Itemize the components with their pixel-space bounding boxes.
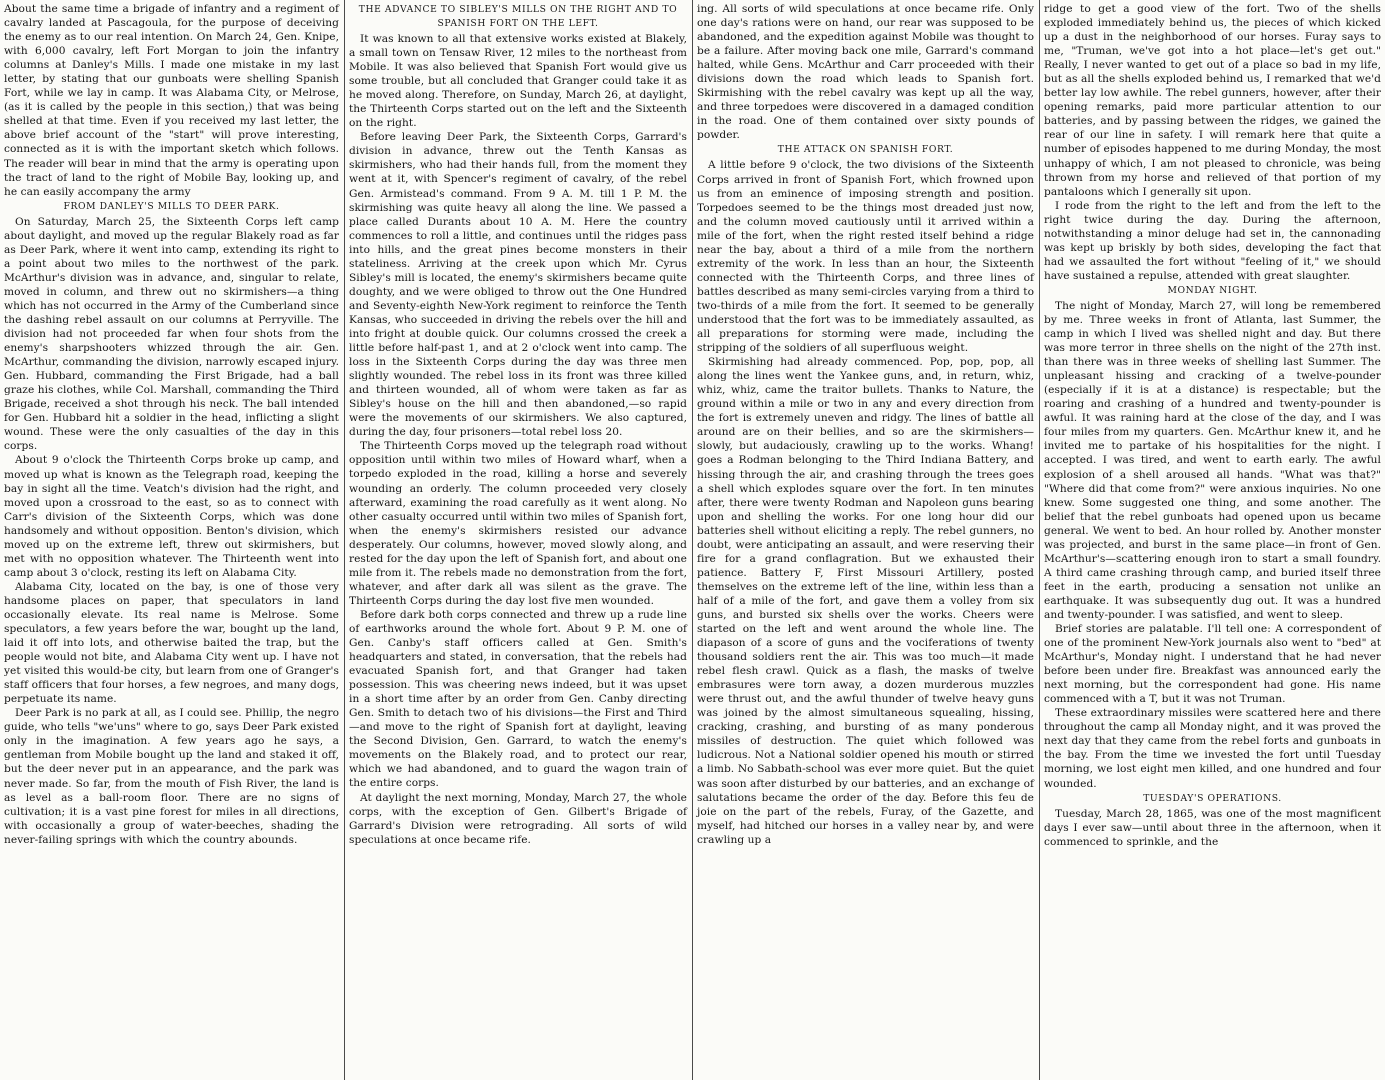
article-paragraph: ridge to get a good view of the fort. Two of the shells exploded immediately behind us, the pieces of which kicked up a dust in the neighborhood of our horses. Furay says to me, "Truman, we've got into a hot place—let's get out." Really, I never wanted to get out of a place so bad in my life, but as all the shells exploded behind us, I remarked that we'd better lay low awhile. The rebel gunners, however, after their opening remarks, paid more particular attention to our batteries, and by passing between the ridges, we gained the rear of our line in safety. I will remark here that quite a number of episodes happened to me during Monday, the most unhappy of which, I am not pleased to chronicle, was being thrown from my horse and relieved of that portion of my pantaloons which I generally sit upon. <box>1044 3 1381 198</box>
article-paragraph: Tuesday, March 28, 1865, was one of the most magnificent days I ever saw—until about three in the afternoon, when it commenced to sprinkle, and the <box>1044 807 1381 848</box>
article-paragraph: It was known to all that extensive works existed at Blakely, a small town on Tensaw River, 12 miles to the northeast from Mobile. It was also believed that Spanish Fort would give us some trouble, but all concluded that Granger could take it as he moved along. Therefore, on Sunday, March 26, at daylight, the Thirteenth Corps started out on the left and the Sixteenth on the right. <box>349 33 687 130</box>
article-column-3 <box>693 2 1038 1078</box>
article-paragraph: Before dark both corps connected and threw up a rude line of earthworks around the whole fort. About 9 P. M. one of Gen. Canby's staff officers called at Gen. Smith's headquarters and stated, in conversation, that the rebels had evacuated Spanish fort, and that Granger had taken possession. This was cheering news indeed, but it was upset in a short time after by an order from Gen. Canby directing Gen. Smith to detach two of his divisions—the First and Third—and move to the right of Spanish fort at daylight, leaving the Second Division, Gen. Garrard, to watch the enemy's movements on the Blakely road, and to protect our rear, which we had abandoned, and to guard the wagon train of the entire corps. <box>349 608 687 790</box>
article-paragraph: I rode from the right to the left and from the left to the right twice during the day. During the afternoon, notwithstanding a minor deluge had set in, the cannonading was kept up briskly by both sides, developing the fact that had we assaulted the fort without "feeling of it," we should have sustained a repulse, attended with great slaughter. <box>1044 199 1381 282</box>
column-2-text <box>349 3 687 847</box>
article-paragraph: Deer Park is no park at all, as I could see. Phillip, the negro guide, who tells "we'uns" where to go, says Deer Park existed only in the imagination. A few years ago he says, a gentleman from Mobile bought up the land and staked it off, but the deer never put in an appearance, and the park was never made. So far, from the mouth of Fish River, the land is as level as a ball-room floor. There are no signs of cultivation; it is a vast pine forest for miles in all directions, with occasionally a group of water-beeches, shading the never-failing springs with which the country abounds. <box>4 707 340 846</box>
column-4-text <box>1044 2 1381 849</box>
article-column-2 <box>345 2 691 1078</box>
article-column-4 <box>1040 2 1385 1078</box>
article-paragraph: About the same time a brigade of infantry and a regiment of cavalry landed at Pascagoula, for the purpose of deceiving the enemy as to our real intention. On March 24, Gen. Knipe, with 6,000 cavalry, left Fort Morgan to join the infantry columns at Danley's Mills. I made one mistake in my last letter, by stating that our gunboats were shelling Spanish Fort, while we lay in camp. It was Alabama City, or Melrose, (as it is called by the people in this section,) that was being shelled at that time. Even if you received my last letter, the above brief account of the "start" will prove interesting, connected as it is with the important sketch which follows. The reader will bear in mind that the army is operating upon the tract of land to the right of Mobile Bay, looking up, and he can easily accompany the army <box>4 3 339 198</box>
article-paragraph: Alabama City, located on the bay, is one of those very handsome places on paper, that speculators in land occasionally elevate. Its real name is Melrose. Some speculators, a few years before the war, bought up the land, laid it off into lots, and otherwise baited the trap, but the people would not bite, and Alabama City went up. I have not yet visited this would-be city, but learn from one of Granger's staff officers that four horses, a few negroes, and many dogs, perpetuate its name. <box>4 580 339 706</box>
section-heading: MONDAY NIGHT. <box>1167 284 1258 296</box>
column-1-text <box>4 2 339 847</box>
article-paragraph: A little before 9 o'clock, the two divisions of the Sixteenth Corps arrived in front of Spanish Fort, which frowned upon us from an eminence of imposing strength and position. Torpedoes seemed to be the things most dreaded just now, and the column moved cautiously until it arrived within a mile of the fort, when the right rested itself behind a ridge near the bay, about a third of a mile from the northern extremity of the work. In less than an hour, the Sixteenth connected with the Thirteenth Corps, and three lines of battles described as many semi-circles varying from a third to two-thirds of a mile from the fort. It seemed to be generally understood that the fort was to be immediately assaulted, as all preparations for storming were made, including the stripping of the soldiers of all superfluous weight. <box>697 159 1034 355</box>
article-paragraph: At daylight the next morning, Monday, March 27, the whole corps, with the exception of Gen. Gilbert's Brigade of Garrard's Division were retrograding. All sorts of wild speculations at once became rife. <box>349 791 687 846</box>
column-3-text <box>697 2 1034 847</box>
section-heading: TUESDAY'S OPERATIONS. <box>1143 792 1282 804</box>
article-paragraph: ing. All sorts of wild speculations at once became rife. Only one day's rations were on hand, our rear was supposed to be abandoned, and the expedition against Mobile was thought to be a failure. After moving back one mile, Garrard's command halted, while Gens. McArthur and Carr proceeded with their divisions down the road which leads to Spanish fort. Skirmishing with the rebel cavalry was kept up all the way, and three torpedoes were discovered in a damaged condition in the road. One of them contained over sixty pounds of powder. <box>697 3 1034 142</box>
article-column-1 <box>0 2 343 1078</box>
section-heading: FROM DANLEY'S MILLS TO DEER PARK. <box>63 200 280 212</box>
article-paragraph: Before leaving Deer Park, the Sixteenth Corps, Garrard's division in advance, threw out the Tenth Kansas as skirmishers, who had their hands full, from the moment they went at it, with Spencer's regiment of cavalry, of the rebel Gen. Armistead's command. From 9 A. M. till 1 P. M. the skirmishing was quite heavy all along the line. We passed a place called Durants about 10 A. M. Here the country commences to roll a little, and continues until the ridges pass into hills, and the great pines become monsters in their stateliness. Arriving at the creek upon which Mr. Cyrus Sibley's mill is located, the enemy's skirmishers became quite doughty, and we were obliged to throw out the One Hundred and Seventy-eighth New-York regiment to reinforce the Tenth Kansas, who succeeded in driving the rebels over the hill and into fright at double quick. Our columns crossed the creek a little before half-past 1, and at 2 o'clock went into camp. The loss in the Sixteenth Corps during the day was three men slightly wounded. The rebel loss in its front was three killed and thirteen wounded, all of whom were taken as far as Sibley's house on the hill and then abandoned,—so rapid were the movements of our skirmishers. We also captured, during the day, four prisoners—total rebel loss 20. <box>349 131 687 439</box>
article-paragraph: The night of Monday, March 27, will long be remembered by me. Three weeks in front of Atlanta, last Summer, the camp in which I lived was shelled night and day. But there was more terror in three shells on the night of the 27th inst. than there was in three weeks of shelling last Summer. The unpleasant hissing and cracking of a twelve-pounder (especially if it is at a distance) is respectable; but the roaring and crashing of a hundred and twenty-pounder is awful. It was raining hard at the close of the day, and I was four miles from my quarters. Gen. McArthur knew it, and he invited me to partake of his hospitalities for the night. I accepted. I was tired, and went to earth early. The awful explosion of a shell aroused all hands. "What was that?" "Where did that come from?" were anxious inquiries. No one knew. Some suggested one thing, and some another. The belief that the rebel gunboats had opened upon us became general. We went to bed. An hour rolled by. Another monster was projected, and burst in the same place—in front of Gen. McArthur's—scattering enough iron to start a small foundry. A third came crashing through camp, and buried itself three feet in the earth, producing a sensation not unlike an earthquake. It was subsequently dug out. It was a hundred and twenty-pounder. I was satisfied, and went to sleep. <box>1044 299 1381 621</box>
article-paragraph: Brief stories are palatable. I'll tell one: A correspondent of one of the prominent New-York journals also went to "bed" at McArthur's, Monday night. I understand that he had never before been under fire. Breakfast was announced early the next morning, but the correspondent had gone. His name commenced with a T, but it was not Truman. <box>1044 623 1381 706</box>
section-heading: THE ATTACK ON SPANISH FORT. <box>777 144 954 156</box>
article-paragraph: About 9 o'clock the Thirteenth Corps broke up camp, and moved up what is known as the Telegraph road, keeping the bay in sight all the time. Veatch's division had the right, and moved upon a crossroad to the east, so as to connect with Carr's division of the Sixteenth Corps, which was done handsomely and without opposition. Benton's division, which moved up on the extreme left, threw out skirmishers, but met with no opposition whatever. The Thirteenth went into camp about 3 o'clock, resting its left on Alabama City. <box>4 454 339 579</box>
article-paragraph: These extraordinary missiles were scattered here and there throughout the camp all Monday night, and it was proved the next day that they came from the rebel forts and gunboats in the bay. From the time we invested the fort until Tuesday morning, we lost eight men killed, and one hundred and four wounded. <box>1044 707 1381 790</box>
article-paragraph: The Thirteenth Corps moved up the telegraph road without opposition until within two miles of Howard wharf, when a torpedo exploded in the road, killing a horse and severely wounding an orderly. The column proceeded very closely afterward, examining the road carefully as it went along. No other casualty occurred until within two miles of Spanish fort, when the enemy's skirmishers resisted our advance desperately. Our columns, however, moved slowly along, and rested for the day upon the left of Spanish fort, and about one mile from it. The rebels made no demonstration from the fort, whatever, and after dark all was silent as the grave. The Thirteenth Corps during the day lost five men wounded. <box>349 440 687 607</box>
article-paragraph: On Saturday, March 25, the Sixteenth Corps left camp about daylight, and moved up the regular Blakely road as far as Deer Park, where it went into camp, extending its right to a point about two miles to the northwest of the park. McArthur's division was in advance, and, singular to relate, moved in column, and threw out no skirmishers—a thing which has not occurred in the Army of the Cumberland since the dashing rebel assault on our columns at Perryville. The division had not proceeded far when four shots from the enemy's sharpshooters whizzed through the air. Gen. McArthur, commanding the division, narrowly escaped injury. Gen. Hubbard, commanding the First Brigade, had a ball graze his clothes, while Col. Marshall, commanding the Third Brigade, received a shot through his neck. The ball intended for Gen. Hubbard hit a soldier in the head, inflicting a slight wound. These were the only casualties of the day in this corps. <box>4 215 339 453</box>
section-heading: THE ADVANCE TO SIBLEY'S MILLS ON THE RIGHT AND TO SPANISH FORT ON THE LEFT. <box>358 4 678 29</box>
article-paragraph: Skirmishing had already commenced. Pop, pop, pop, all along the lines went the Yankee guns, and, in return, whiz, whiz, whiz, came the traitor bullets. Thanks to Nature, the ground within a mile or two in any and every direction from the fort is extremely uneven and ridgy. The lines of battle all around are on their bellies, and so are the skirmishers—slowly, but audaciously, crawling up to the works. Whang! goes a Rodman belonging to the Third Indiana Battery, and hissing through the air, and crashing through the trees goes a shell which explodes square over the fort. In ten minutes after, there were twenty Rodman and Napoleon guns bearing upon and shelling the works. For one long hour did our batteries shell without eliciting a reply. The rebel gunners, no doubt, were anticipating an assault, and were reserving their fire for a grand conflagration. But we exhausted their patience. Battery F, First Missouri Artillery, posted themselves on the extreme left of the line, within less than a half of a mile of the fort, and gave them a volley from six guns, and bursted six shells over the works. Cheers were started on the left and went around the whole line. The diapason of a score of guns and the vociferations of twenty thousand soldiers rent the air. This was too much—it made rebel flesh crawl. Quick as a flash, the masks of twelve embrasures were torn away, a dozen murderous muzzles were thrust out, and the awful thunder of twelve heavy guns was joined by the almost simultaneous squealing, hissing, cracking, crashing, and bursting of as many ponderous missiles of destruction. The quiet which followed was ludicrous. Not a National soldier opened his mouth or stirred a limb. No Sabbath-school was ever more quiet. But the quiet was soon after disturbed by our batteries, and an exchange of salutations became the order of the day. Before this feu de joie on the part of the rebels, Furay, of the Gazette, and myself, had hitched our horses in a valley near by, and were crawling up a <box>697 356 1034 846</box>
